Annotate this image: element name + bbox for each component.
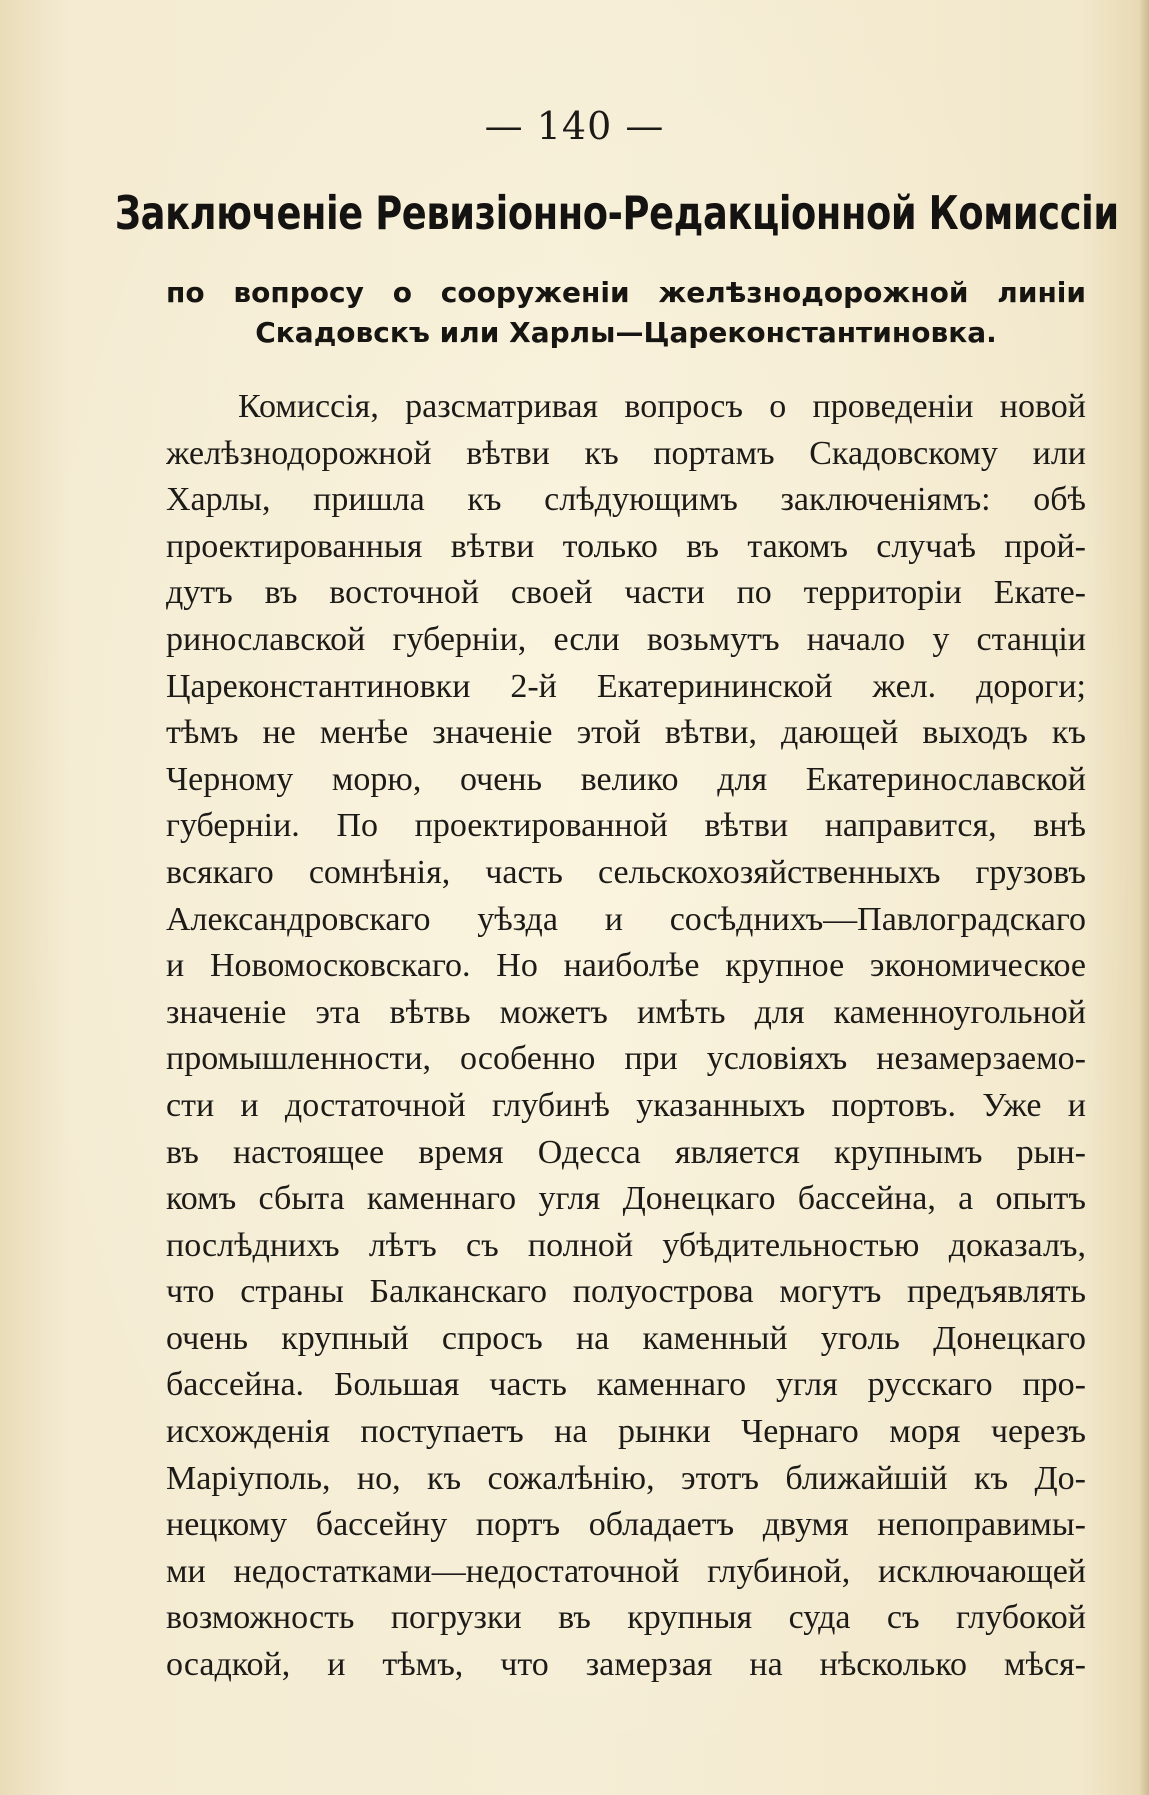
body-line: комъ сбыта каменнаго угля Донецкаго бассейна, а опытъ — [166, 1180, 1086, 1218]
body-line: Черному морю, очень велико для Екатеринославской — [166, 760, 1086, 798]
body-line: Харлы, пришла къ слѣдующимъ заключеніямъ: обѣ — [166, 481, 1086, 519]
body-line: промышленности, особенно при условіяхъ незамерзаемо- — [166, 1040, 1086, 1078]
body-line: всякаго сомнѣнія, часть сельскохозяйственныхъ грузовъ — [166, 853, 1086, 891]
body-line: ринославской губерніи, если возьмутъ начало у станціи — [166, 620, 1086, 658]
body-line: Цареконстантиновки 2-й Екатерининской жел. дороги; — [166, 667, 1086, 705]
body-line: осадкой, и тѣмъ, что замерзая на нѣсколько мѣся- — [166, 1646, 1086, 1684]
page-edge-shadow — [1139, 0, 1149, 1795]
body-line: исхожденія поступаетъ на рынки Чернаго моря черезъ — [166, 1413, 1086, 1451]
body-line: и Новомосковскаго. Но наиболѣе крупное экономическое — [166, 947, 1086, 985]
body-line: ми недостатками—недостаточной глубиной, исключающей — [166, 1552, 1086, 1590]
body-line: проектированныя вѣтви только въ такомъ случаѣ прой- — [166, 527, 1086, 565]
body-line: въ настоящее время Одесса является крупнымъ рын- — [166, 1133, 1086, 1171]
body-line: что страны Балканскаго полуострова могутъ предъявлять — [166, 1273, 1086, 1311]
body-line: Комиссія, разсматривая вопросъ о проведеніи новой — [238, 388, 1086, 425]
body-line: тѣмъ не менѣе значеніе этой вѣтви, дающей выходъ къ — [166, 714, 1086, 752]
body-line: бассейна. Большая часть каменнаго угля русскаго про- — [166, 1366, 1086, 1404]
body-line: нецкому бассейну портъ обладаетъ двумя непоправимы- — [166, 1506, 1086, 1544]
subtitle-line-1: по вопросу о сооруженіи желѣзнодорожной линіи — [166, 276, 1086, 309]
body-line: Александровскаго уѣзда и сосѣднихъ—Павлоградскаго — [166, 900, 1086, 938]
body-line: желѣзнодорожной вѣтви къ портамъ Скадовскому или — [166, 434, 1086, 472]
body-line: очень крупный спросъ на каменный уголь Донецкаго — [166, 1319, 1086, 1357]
body-line: губерніи. По проектированной вѣтви направится, внѣ — [166, 807, 1086, 845]
body-line: послѣднихъ лѣтъ съ полной убѣдительностью доказалъ, — [166, 1226, 1086, 1264]
section-title: Заключеніе Ревизіонно-Редакціонной Комиссіи — [114, 186, 1119, 240]
body-line: возможность погрузки въ крупныя суда съ глубокой — [166, 1599, 1086, 1637]
body-line: значеніе эта вѣтвь можетъ имѣть для каменноугольной — [166, 993, 1086, 1031]
page-number: — 140 — — [484, 104, 665, 148]
body-line: дутъ въ восточной своей части по территоріи Екате- — [166, 574, 1086, 612]
subtitle-line-2: Скадовскъ или Харлы—Цареконстантиновка. — [255, 316, 997, 349]
body-paragraph — [166, 384, 1086, 1689]
body-line: Маріуполь, но, къ сожалѣнію, этотъ ближайшій къ До- — [166, 1459, 1086, 1497]
body-line: сти и достаточной глубинѣ указанныхъ портовъ. Уже и — [166, 1086, 1086, 1124]
